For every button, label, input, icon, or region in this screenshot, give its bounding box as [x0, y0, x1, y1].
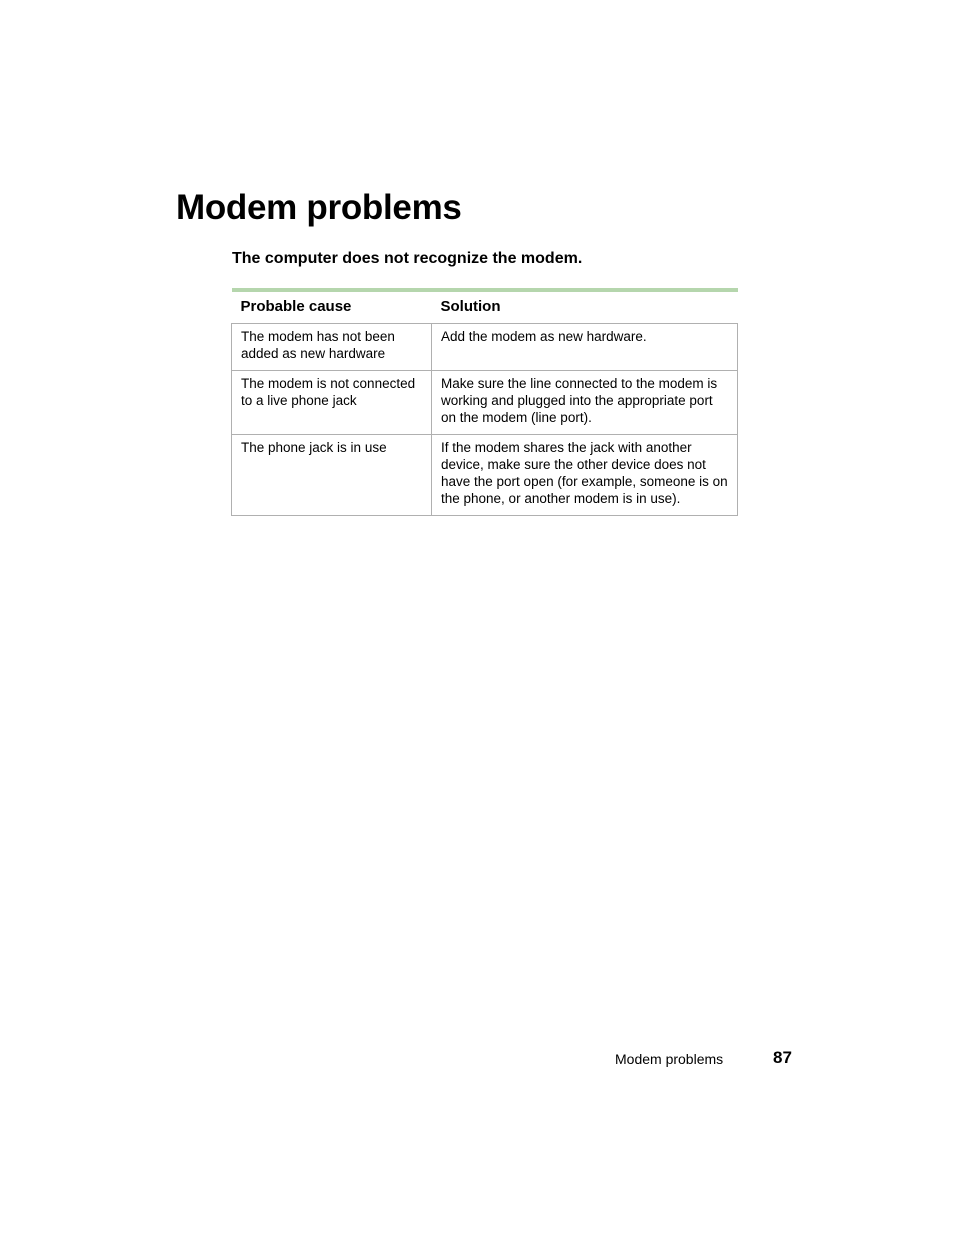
- troubleshooting-table: [231, 288, 738, 516]
- page-number: 87: [773, 1048, 792, 1067]
- footer-section-label: Modem problems: [615, 1051, 724, 1067]
- cause-cell: The modem is not connected to a live phone jack: [232, 371, 432, 435]
- header-solution: Solution: [432, 290, 738, 324]
- cause-cell: The phone jack is in use: [232, 435, 432, 516]
- cause-cell: The modem has not been added as new hardware: [232, 324, 432, 371]
- solution-cell: Make sure the line connected to the modem is working and plugged into the appropriate port on the modem (line port).: [432, 371, 738, 435]
- solution-cell: Add the modem as new hardware.: [432, 324, 738, 371]
- solution-cell: If the modem shares the jack with another device, make sure the other device does not have the port open (for example, someone is on the phone, or another modem is in use).: [432, 435, 738, 516]
- table-row: [232, 324, 738, 371]
- section-heading: The computer does not recognize the modem.: [232, 250, 583, 267]
- header-probable-cause: Probable cause: [232, 290, 432, 324]
- page-title: Modem problems: [176, 188, 462, 227]
- table-row: [232, 371, 738, 435]
- table-row: [232, 435, 738, 516]
- table-header-row: [232, 290, 738, 324]
